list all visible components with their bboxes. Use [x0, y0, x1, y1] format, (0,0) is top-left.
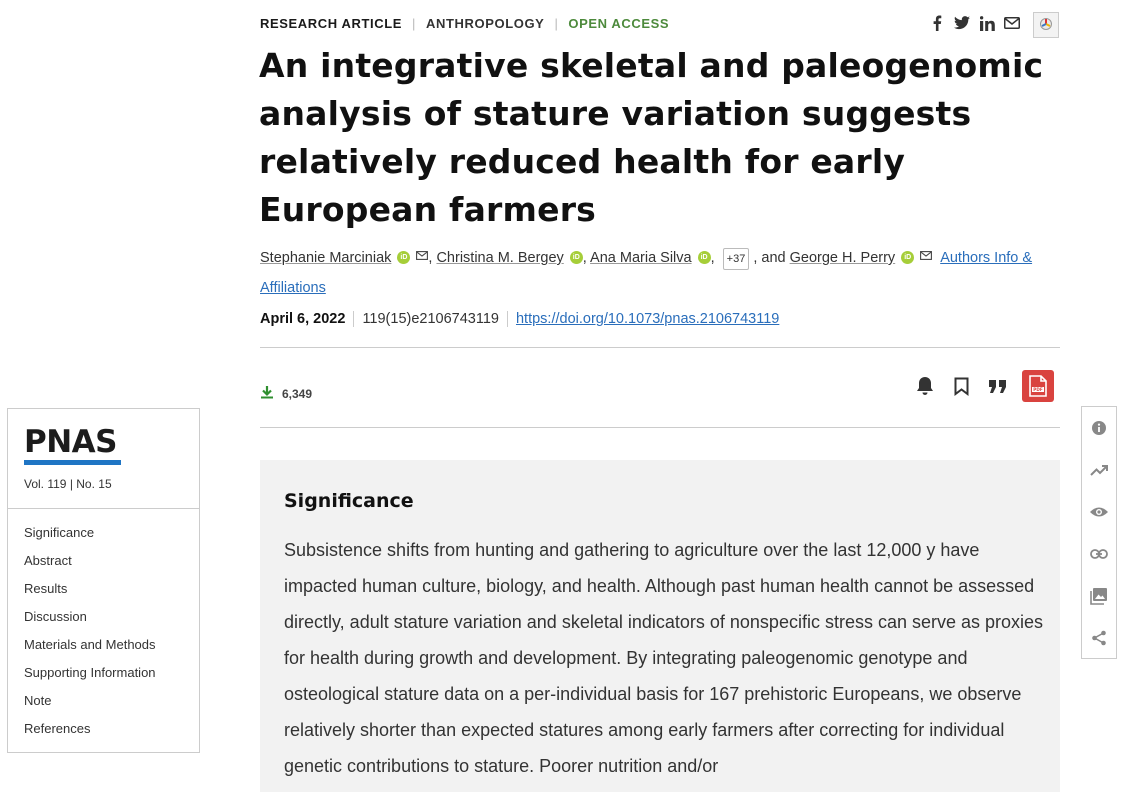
nav-item-results[interactable]: Results [24, 581, 68, 596]
email-icon[interactable] [1003, 14, 1021, 32]
nav-item-references[interactable]: References [24, 721, 91, 736]
journal-logo[interactable]: PNAS [24, 424, 117, 460]
author-list: Stephanie Marciniak iD , Christina M. Bergey iD , Ana Maria Silva iD , +37 , and George H. Perry iD Authors Info & Affiliations [260, 241, 1070, 303]
significance-text: Subsistence shifts from hunting and gathering to agriculture over the last 12,000 y have impacted human culture, biology, and health. Although past human health cannot be assessed directly, adult stature variation and skeletal indicators of nonspecific stress can serve as proxies for health during growth and development. By integrating paleogenomic genotype and osteological stature data on a per-individual basis for 167 prehistoric Europeans, we observe relatively shorter than expected statures among early farmers after correcting for individual genetic contributions to stature. Poorer nutrition and/or [284, 540, 1044, 776]
svg-text:PDF: PDF [1033, 387, 1043, 393]
nav-item-note[interactable]: Note [24, 693, 52, 708]
images-icon[interactable] [1088, 585, 1110, 607]
article-type: RESEARCH ARTICLE [260, 16, 403, 31]
article-meta-bar: RESEARCH ARTICLE | ANTHROPOLOGY | OPEN ACCESS [260, 16, 670, 31]
divider [260, 427, 1060, 428]
volume-issue[interactable]: Vol. 119 | No. 15 [24, 477, 112, 491]
pdf-download-button[interactable] [1022, 370, 1054, 402]
article-category[interactable]: ANTHROPOLOGY [426, 16, 545, 31]
nav-item-supporting-info[interactable]: Supporting Information [24, 665, 156, 680]
orcid-icon[interactable]: iD [570, 251, 583, 264]
author-link[interactable]: Christina M. Bergey [436, 250, 564, 266]
bookmark-icon[interactable] [950, 375, 972, 397]
nav-item-discussion[interactable]: Discussion [24, 609, 87, 624]
authors-info-link[interactable]: Authors Info & Affiliations [260, 250, 1033, 296]
logo-underline [24, 460, 121, 465]
significance-section [260, 460, 1060, 792]
email-icon[interactable] [416, 241, 428, 271]
linkedin-icon[interactable] [978, 14, 996, 32]
nav-item-materials-methods[interactable]: Materials and Methods [24, 637, 156, 652]
pdf-icon [1029, 375, 1047, 397]
publication-date: April 6, 2022 [260, 311, 354, 327]
significance-heading: Significance [284, 490, 414, 512]
divider [260, 347, 1060, 348]
eye-icon[interactable] [1088, 501, 1110, 523]
nav-item-significance[interactable]: Significance [24, 525, 95, 540]
section-list [24, 519, 156, 743]
right-toolbar [1081, 406, 1117, 659]
bell-icon[interactable] [914, 375, 936, 397]
download-icon [260, 385, 274, 403]
info-icon[interactable] [1088, 417, 1110, 439]
orcid-icon[interactable]: iD [901, 251, 914, 264]
article-navigation [7, 408, 200, 753]
link-icon[interactable] [1088, 543, 1110, 565]
more-authors-button[interactable]: +37 [723, 248, 750, 270]
download-count: 6,349 [282, 387, 313, 401]
share-icon[interactable] [1088, 627, 1110, 649]
quote-icon[interactable] [986, 375, 1008, 397]
publication-info [260, 306, 779, 332]
author-link[interactable]: Ana Maria Silva [590, 250, 692, 266]
email-icon[interactable] [920, 241, 932, 271]
article-title: An integrative skeletal and paleogenomic analysis of stature variation suggests relatively reduced health for early European farmers [259, 46, 1044, 229]
nav-item-abstract[interactable]: Abstract [24, 553, 72, 568]
trending-icon[interactable] [1088, 459, 1110, 481]
open-access-badge: OPEN ACCESS [568, 16, 670, 31]
download-metrics[interactable] [260, 385, 312, 403]
orcid-icon[interactable]: iD [397, 251, 410, 264]
citation-volume: 119(15)e2106743119 [354, 311, 508, 327]
orcid-icon[interactable]: iD [698, 251, 711, 264]
facebook-icon[interactable] [928, 14, 946, 32]
author-link[interactable]: Stephanie Marciniak [260, 250, 392, 266]
doi-link[interactable]: https://doi.org/10.1073/pnas.2106743119 [515, 311, 780, 327]
crossmark-badge-icon[interactable] [1033, 12, 1059, 38]
article-actions [914, 370, 1054, 402]
twitter-icon[interactable] [953, 14, 971, 32]
share-bar [928, 14, 1021, 32]
author-link[interactable]: George H. Perry [789, 250, 896, 266]
